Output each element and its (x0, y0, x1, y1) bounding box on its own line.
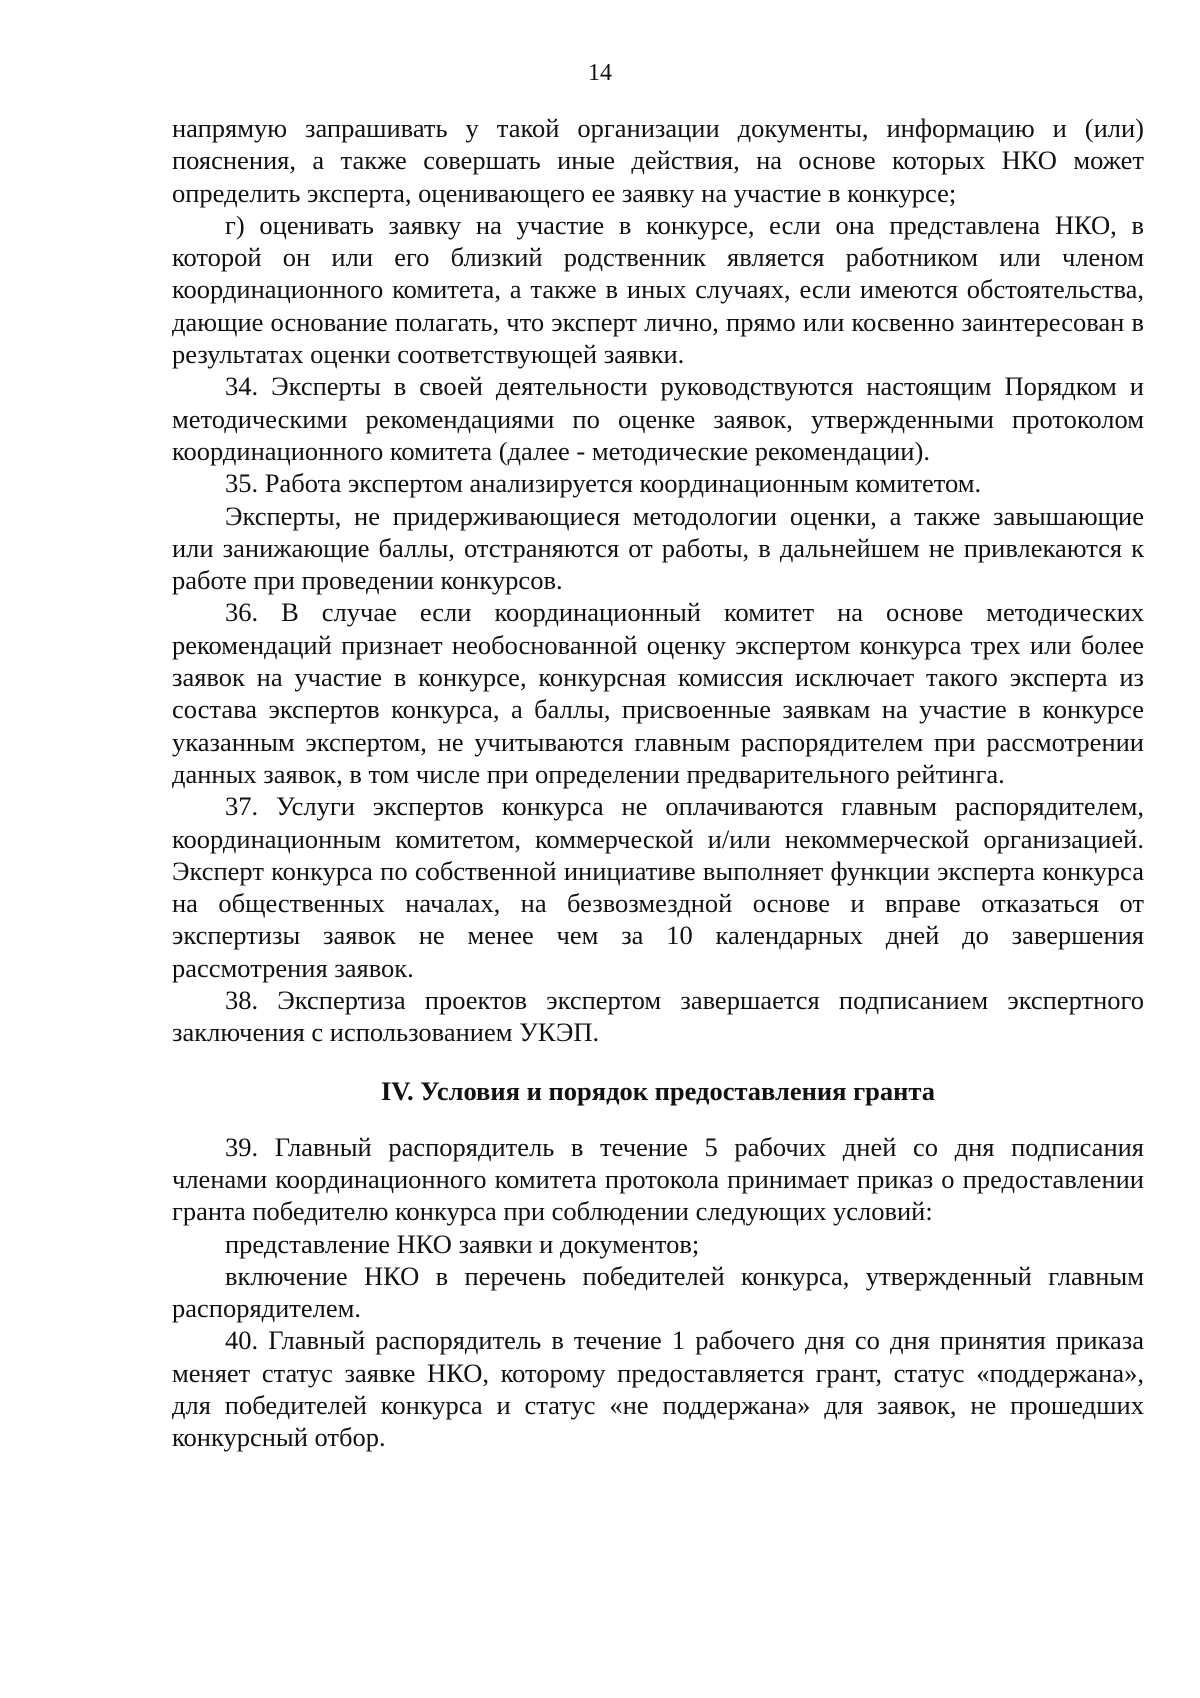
paragraph-39: 39. Главный распорядитель в течение 5 рабочих дней со дня подписания членами координационного комитета протокола принимает приказ о предоставлении гранта победителю конкурса при соблюдении следующих условий: (172, 1131, 1144, 1227)
section-heading: IV. Условия и порядок предоставления гранта (380, 1075, 936, 1106)
paragraph-37: 37. Услуги экспертов конкурса не оплачиваются главным распорядителем, координационным комитетом, коммерческой и/или некоммерческой организацией. Эксперт конкурса по собственной инициативе выполняет функции эксперта конкурса на общественных началах, на безвозмездной основе и вправе отказаться от экспертизы заявок не менее чем за 10 календарных дней до завершения рассмотрения заявок. (172, 791, 1144, 983)
condition-item-2: включение НКО в перечень победителей конкурса, утвержденный главным распорядителем. (172, 1260, 1144, 1324)
paragraph-item-g: г) оценивать заявку на участие в конкурсе, если она представлена НКО, в которой он или его близкий родственник является работником или членом координационного комитета, а также в иных случаях, если имеются обстоятельства, дающие основание полагать, что эксперт лично, прямо или косвенно заинтересован в результатах оценки соответствующей заявки. (172, 209, 1144, 370)
paragraph-36: 36. В случае если координационный комитет на основе методических рекомендаций признает необоснованной оценку экспертом конкурса трех или более заявок на участие в конкурсе, конкурсная комиссия исключает такого эксперта из состава экспертов конкурса, а баллы, присвоенные заявкам на участие в конкурсе указанным экспертом, не учитываются главным распорядителем при рассмотрении данных заявок, в том числе при определении предварительного рейтинга. (172, 597, 1144, 789)
paragraph-35-continued: Эксперты, не придерживающиеся методологии оценки, а также завышающие или занижающие баллы, отстраняются от работы, в дальнейшем не привлекаются к работе при проведении конкурсов. (172, 500, 1144, 596)
paragraph-35: 35. Работа экспертом анализируется координационным комитетом. (225, 468, 982, 499)
paragraph-34: 34. Эксперты в своей деятельности руководствуются настоящим Порядком и методическими рекомендациями по оценке заявок, утвержденными протоколом координационного комитета (далее - методические рекомендации). (172, 371, 1144, 466)
condition-item-1: представление НКО заявки и документов; (225, 1228, 700, 1259)
page-number: 14 (588, 60, 612, 86)
paragraph-continuation: напрямую запрашивать у такой организации документы, информацию и (или) пояснения, а также совершать иные действия, на основе которых НКО может определить эксперта, оценивающего ее заявку на участие в конкурсе; (172, 113, 1144, 208)
document-body (172, 112, 1144, 1454)
paragraph-40: 40. Главный распорядитель в течение 1 рабочего дня со дня принятия приказа меняет статус заявке НКО, которому предоставляется грант, статус «поддержана», для победителей конкурса и статус «не поддержана» для заявок, не прошедших конкурсный отбор. (172, 1325, 1144, 1453)
paragraph-38: 38. Экспертиза проектов экспертом завершается подписанием экспертного заключения с использованием УКЭП. (172, 985, 1144, 1048)
